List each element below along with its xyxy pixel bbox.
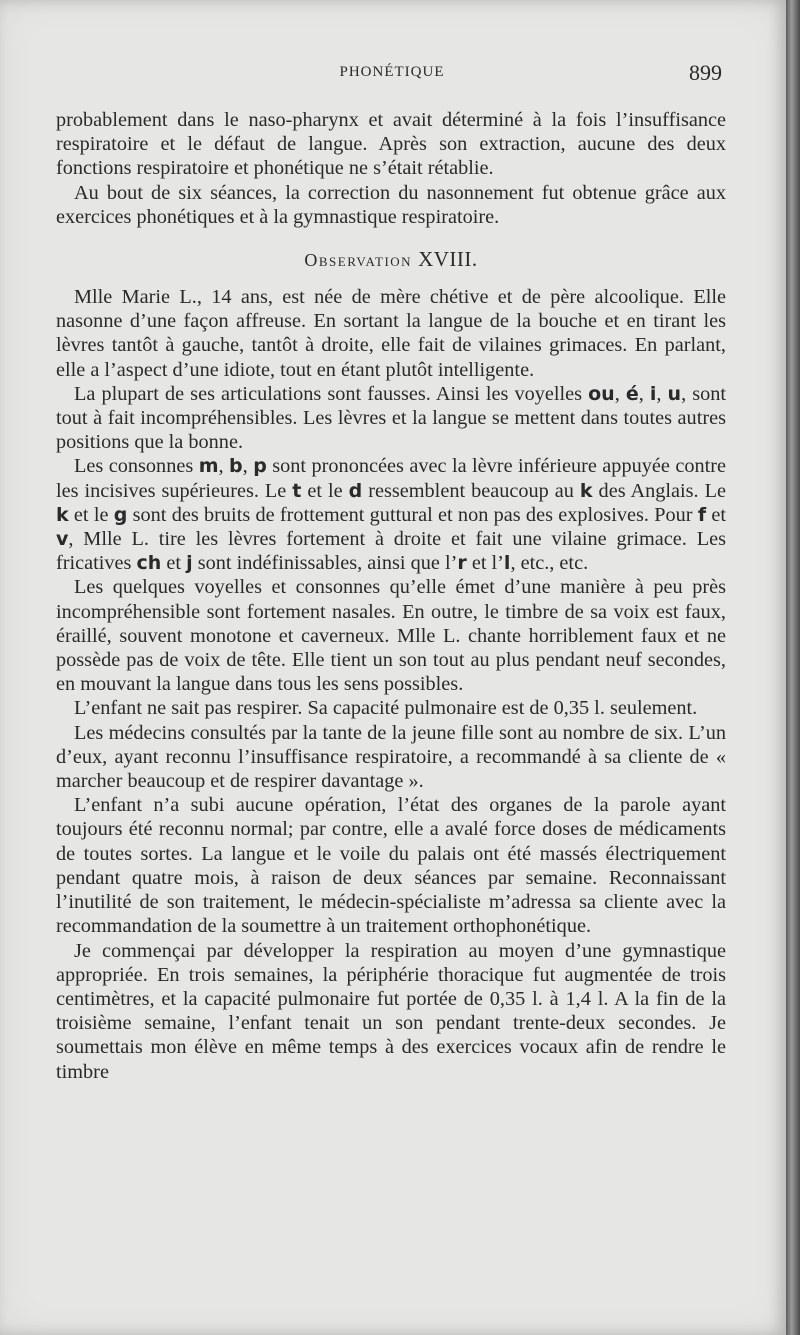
section-heading-numeral: XVIII. bbox=[418, 247, 478, 272]
paragraph-continued: probablement dans le naso-pharynx et avait déterminé à la fois l’insuffisance respiratoire et le défaut de langue. Après son extraction, aucune des deux fonctions respiratoire et phonétique ne s’était rétablie. bbox=[56, 109, 726, 180]
page-number: 899 bbox=[689, 60, 722, 85]
phonetic-symbol: ch bbox=[136, 552, 162, 575]
text-run: La plupart de ses articulations sont fausses. Ainsi les voyelles bbox=[74, 382, 589, 405]
paragraph: Je commençai par développer la respiration au moyen d’une gymnastique appropriée. En trois semaines, la périphérie thoracique fut augmentée de trois centimètres, et la capacité pulmonaire fut portée de 0,35 l. à 1,4 l. A la fin de la troisième semaine, l’enfant tenait un son pendant trente-deux secondes. Je soumettais mon élève en même temps à des exercices vocaux afin de rendre le timbre bbox=[56, 939, 726, 1083]
section-heading-word: Observation bbox=[304, 250, 413, 271]
phonetic-symbol: f bbox=[697, 503, 707, 526]
phonetic-symbol: k bbox=[579, 479, 593, 502]
paragraph: L’enfant ne sait pas respirer. Sa capacité pulmonaire est de 0,35 l. seulement. bbox=[74, 697, 698, 720]
page-header bbox=[56, 60, 728, 90]
running-title: PHONÉTIQUE bbox=[339, 64, 445, 80]
phonetic-symbol: ou bbox=[588, 382, 615, 405]
text-run: et le bbox=[301, 479, 349, 502]
paragraph: Les quelques voyelles et consonnes qu’elle émet d’une manière à peu près incompréhensible sont fortement nasales. En outre, le timbre de sa voix est faux, éraillé, souvent monotone et caverneux. Mlle L. chante horriblement faux et ne possède pas de voix de tête. Elle tient un son tout au plus pendant neuf secondes, en mouvant la langue dans tous les sens possibles. bbox=[56, 576, 726, 696]
text-run: Les consonnes bbox=[74, 455, 199, 478]
phonetic-symbol: i bbox=[649, 382, 657, 405]
phonetic-symbol: r bbox=[457, 552, 467, 575]
paragraph: Les médecins consultés par la tante de la jeune fille sont au nombre de six. L’un d’eux, ayant reconnu l’insuffisance respiratoire, a recommandé à sa cliente de « marcher beaucoup et de respirer davantage ». bbox=[56, 721, 726, 793]
text-run: , Mlle L. tire les lèvres fortement à droite et fait une vilaine grimace. Les fricatives bbox=[56, 528, 726, 575]
text-run: et l’ bbox=[466, 552, 504, 575]
text-run: sont des bruits de frottement guttural et non pas des explosives. Pour bbox=[127, 503, 698, 526]
text-run: sont indéfinissables, ainsi que l’ bbox=[192, 552, 458, 575]
phonetic-symbol: u bbox=[667, 382, 682, 405]
phonetic-symbol: d bbox=[348, 479, 363, 502]
phonetic-symbol: l bbox=[503, 552, 511, 575]
paragraph-vowels: La plupart de ses articulations sont fausses. Ainsi les voyelles ou, é, i, u, sont tout à fait incompréhensibles. Les lèvres et la langue se mettent dans toutes autres positions que la bonne. bbox=[56, 382, 727, 454]
phonetic-symbol: p bbox=[253, 455, 267, 478]
text-run: sont prononcées avec la lèvre inférieure appuyée contre les incisives supérieures. Le bbox=[56, 455, 727, 502]
text-run: et le bbox=[68, 503, 114, 526]
paragraph: Mlle Marie L., 14 ans, est née de mère chétive et de père alcoolique. Elle nasonne d’une façon affreuse. En sortant la langue de la bouche et en tirant les lèvres tantôt à gauche, tantôt à droite, elle fait de vilaines grimaces. En parlant, elle a l’aspect d’une idiote, tout en étant plutôt intelligente. bbox=[56, 286, 726, 381]
phonetic-symbol: m bbox=[198, 455, 219, 478]
phonetic-symbol: j bbox=[186, 552, 193, 575]
section-heading bbox=[56, 247, 726, 272]
text-run: des Anglais. Le bbox=[592, 479, 726, 502]
paragraph: Au bout de six séances, la correction du nasonnement fut obtenue grâce aux exercices phonétiques et à la gymnastique respiratoire. bbox=[56, 181, 726, 228]
text-run: , etc., etc. bbox=[510, 552, 589, 575]
paragraph: L’enfant n’a subi aucune opération, l’état des organes de la parole ayant toujours été reconnu normal; par contre, elle a avalé force doses de médicaments de toutes sortes. La langue et le voile du palais ont été massés électriquement pendant quatre mois, à raison de deux séances par semaine. Reconnaissant l’inutilité de son traitement, le médecin-spécialiste m’adressa sa cliente avec la recommandation de la soumettre à un traitement orthophonétique. bbox=[56, 794, 726, 938]
text-run: ressemblent beaucoup au bbox=[362, 479, 580, 502]
phonetic-symbol: b bbox=[229, 455, 243, 478]
text-run: et bbox=[706, 503, 727, 526]
page-edge-shadow bbox=[786, 0, 800, 1335]
phonetic-symbol: v bbox=[56, 528, 69, 551]
phonetic-symbol: t bbox=[292, 479, 302, 502]
phonetic-symbol: g bbox=[113, 503, 128, 526]
text-run: et bbox=[161, 552, 187, 575]
page-body bbox=[56, 108, 726, 1084]
paragraph-consonants: Les consonnes m, b, p sont prononcées avec la lèvre inférieure appuyée contre les incisives supérieures. Le t et le d ressemblent beaucoup au k des Anglais. Le k et le g sont des bruits de frottement guttural et non pas des explosives. Pour f et v, Mlle L. tire les lèvres fortement à droite et fait une vilaine grimace. Les fricatives ch et j sont indéfinissables, ainsi que l’r et l’l, etc., etc. bbox=[56, 455, 727, 575]
phonetic-symbol: k bbox=[56, 503, 69, 526]
text-run: , sont tout à fait incompréhensibles. Les lèvres et la langue se mettent dans toutes autres positions que la bonne. bbox=[56, 382, 727, 454]
phonetic-symbol: é bbox=[625, 382, 639, 405]
